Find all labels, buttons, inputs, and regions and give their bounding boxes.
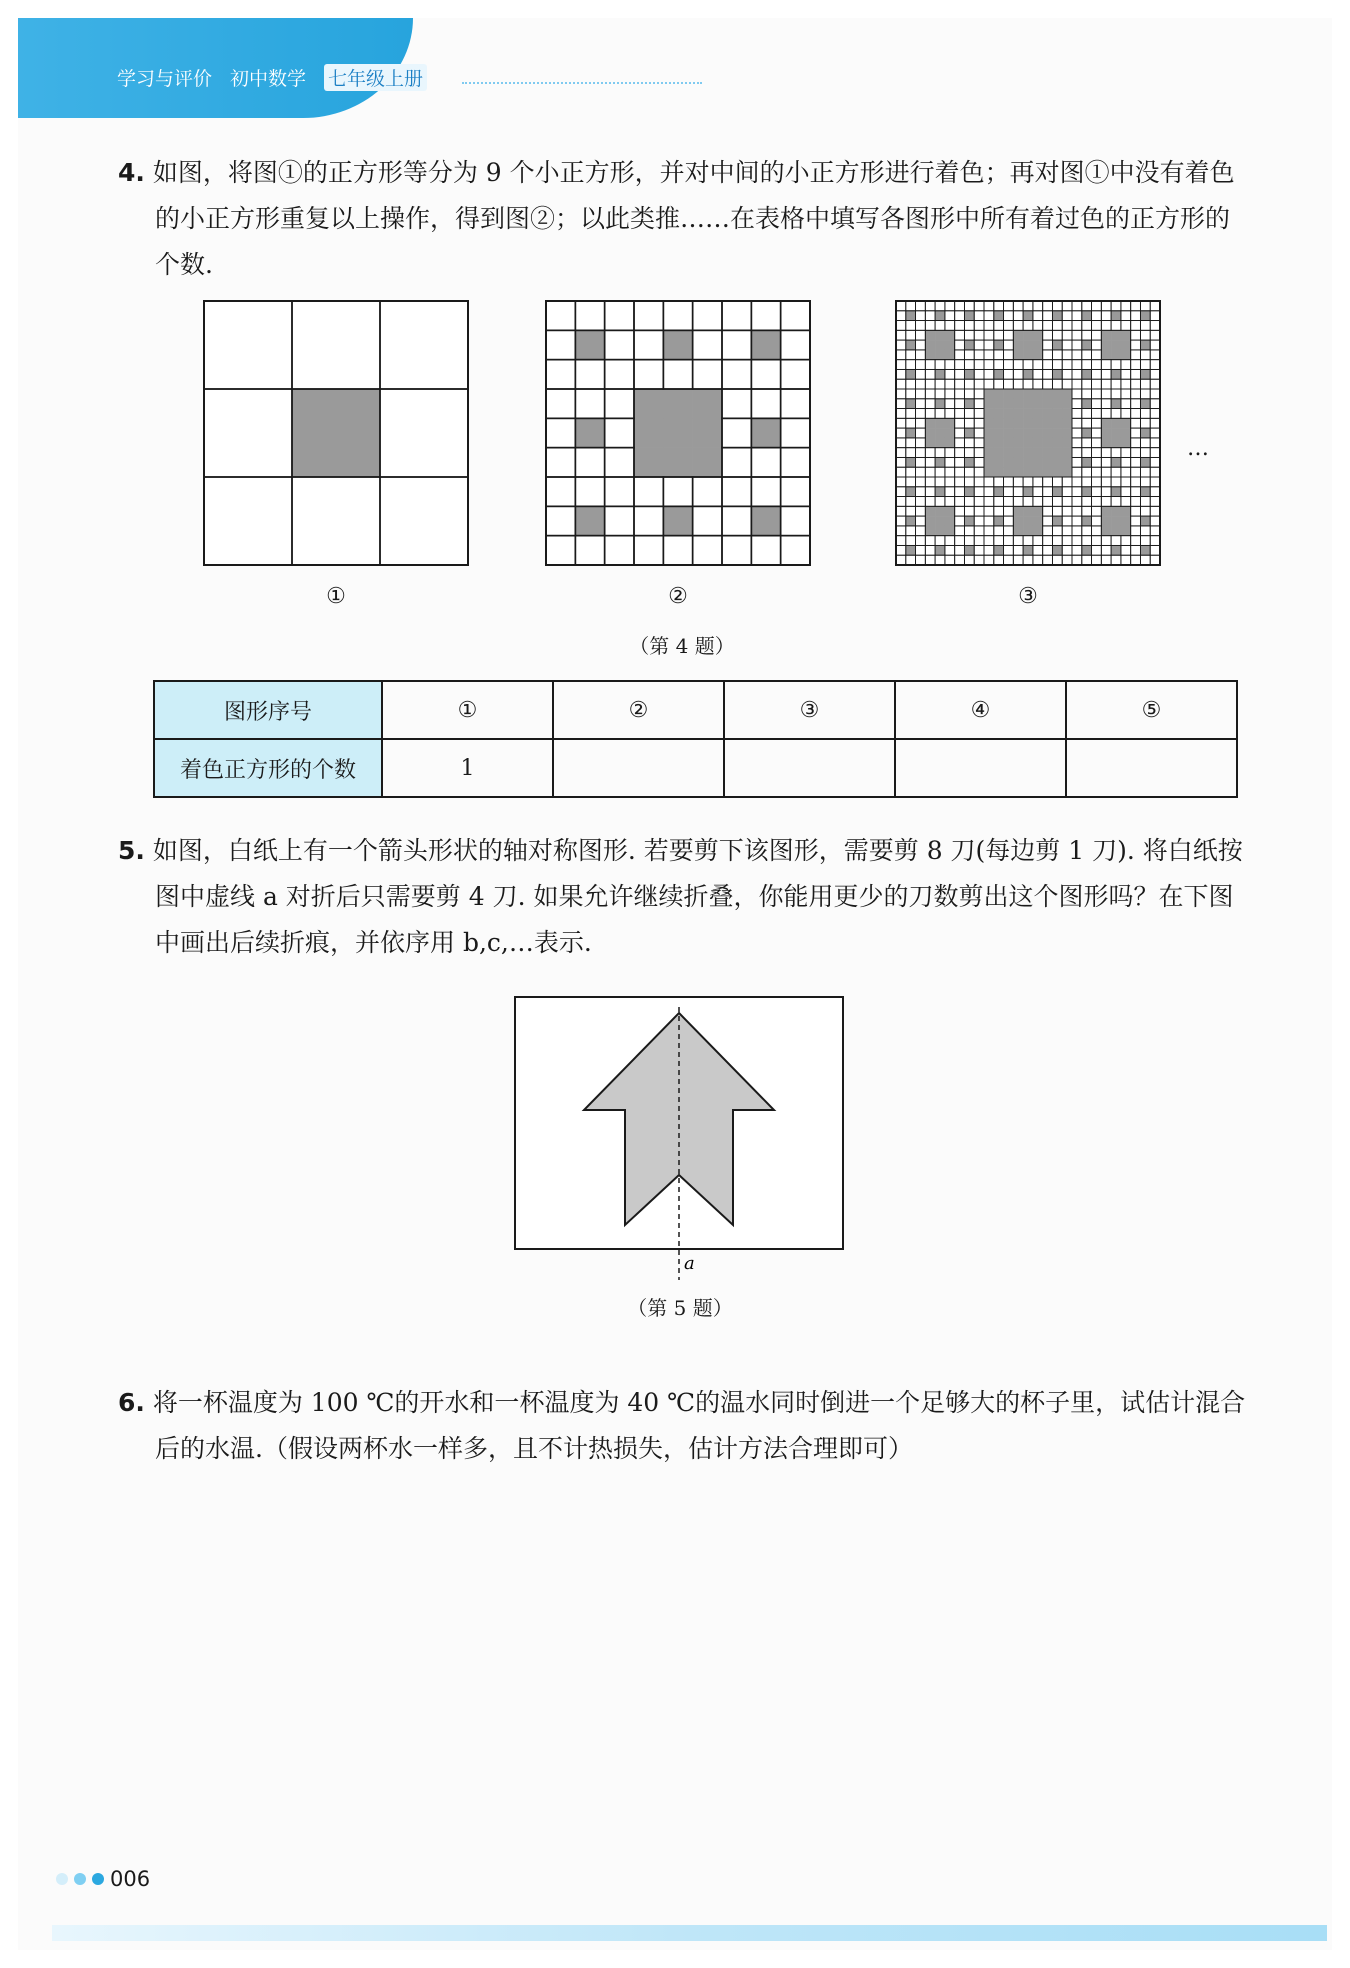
table-col-1: ① bbox=[382, 681, 553, 739]
problem-5-caption: （第 5 题） bbox=[627, 1296, 733, 1320]
page-dot-icon bbox=[92, 1873, 104, 1885]
figure-1-sierpinski-level-1 bbox=[203, 300, 469, 566]
page-dot-icon bbox=[74, 1873, 86, 1885]
problem-4 bbox=[118, 150, 1248, 288]
answer-table bbox=[153, 680, 1238, 798]
figure-1-label: ① bbox=[326, 584, 346, 609]
figure-ellipsis: … bbox=[1187, 436, 1209, 461]
page-number-text: 006 bbox=[110, 1867, 151, 1891]
problem-4-number: 4. bbox=[118, 158, 145, 187]
problem-6 bbox=[118, 1380, 1248, 1472]
fold-line-a-label: a bbox=[684, 1253, 695, 1274]
problem-4-text: 如图，将图①的正方形等分为 9 个小正方形，并对中间的小正方形进行着色；再对图①中没有着色的小正方形重复以上操作，得到图②；以此类推……在表格中填写各图形中所有着过色的正方形的个数. bbox=[152, 158, 1235, 279]
figure-3-sierpinski-level-3 bbox=[895, 300, 1161, 566]
table-header-count: 着色正方形的个数 bbox=[154, 739, 382, 797]
table-value-3[interactable] bbox=[724, 739, 895, 797]
arrow-figure bbox=[510, 995, 850, 1285]
figure-3-label: ③ bbox=[1018, 584, 1038, 609]
table-row bbox=[154, 739, 1237, 797]
breadcrumb-series: 学习与评价 bbox=[117, 68, 213, 90]
figure-2-sierpinski-level-2 bbox=[545, 300, 811, 566]
problem-6-text: 将一杯温度为 100 ℃的开水和一杯温度为 40 ℃的温水同时倒进一个足够大的杯子里，试估计混合后的水温.（假设两杯水一样多，且不计热损失，估计方法合理即可） bbox=[152, 1388, 1246, 1463]
table-row bbox=[154, 681, 1237, 739]
problem-5-text: 如图，白纸上有一个箭头形状的轴对称图形. 若要剪下该图形，需要剪 8 刀(每边剪 1 刀). 将白纸按图中虚线 a 对折后只需要剪 4 刀. 如果允许继续折叠，你能用更少的刀数剪出这个图形吗？在下图中画出后续折痕，并依序用 b,c,…表示. bbox=[152, 836, 1243, 957]
page-dot-icon bbox=[56, 1873, 68, 1885]
problem-5-number: 5. bbox=[118, 836, 145, 865]
figure-2-label: ② bbox=[668, 584, 688, 609]
problem-4-caption: （第 4 题） bbox=[629, 634, 735, 658]
breadcrumb-grade: 七年级上册 bbox=[324, 64, 427, 91]
table-col-5: ⑤ bbox=[1066, 681, 1237, 739]
table-col-4: ④ bbox=[895, 681, 1066, 739]
table-value-2[interactable] bbox=[553, 739, 724, 797]
breadcrumb-subject: 初中数学 bbox=[230, 68, 307, 90]
problem-5 bbox=[118, 828, 1248, 966]
table-value-4[interactable] bbox=[895, 739, 1066, 797]
problem-6-number: 6. bbox=[118, 1388, 145, 1417]
header-dotted-line bbox=[462, 82, 702, 84]
footer-bar bbox=[52, 1925, 1327, 1941]
table-value-1: 1 bbox=[382, 739, 553, 797]
table-col-3: ③ bbox=[724, 681, 895, 739]
breadcrumb bbox=[117, 64, 427, 91]
table-header-index: 图形序号 bbox=[154, 681, 382, 739]
page-number bbox=[56, 1867, 150, 1891]
table-value-5[interactable] bbox=[1066, 739, 1237, 797]
table-col-2: ② bbox=[553, 681, 724, 739]
